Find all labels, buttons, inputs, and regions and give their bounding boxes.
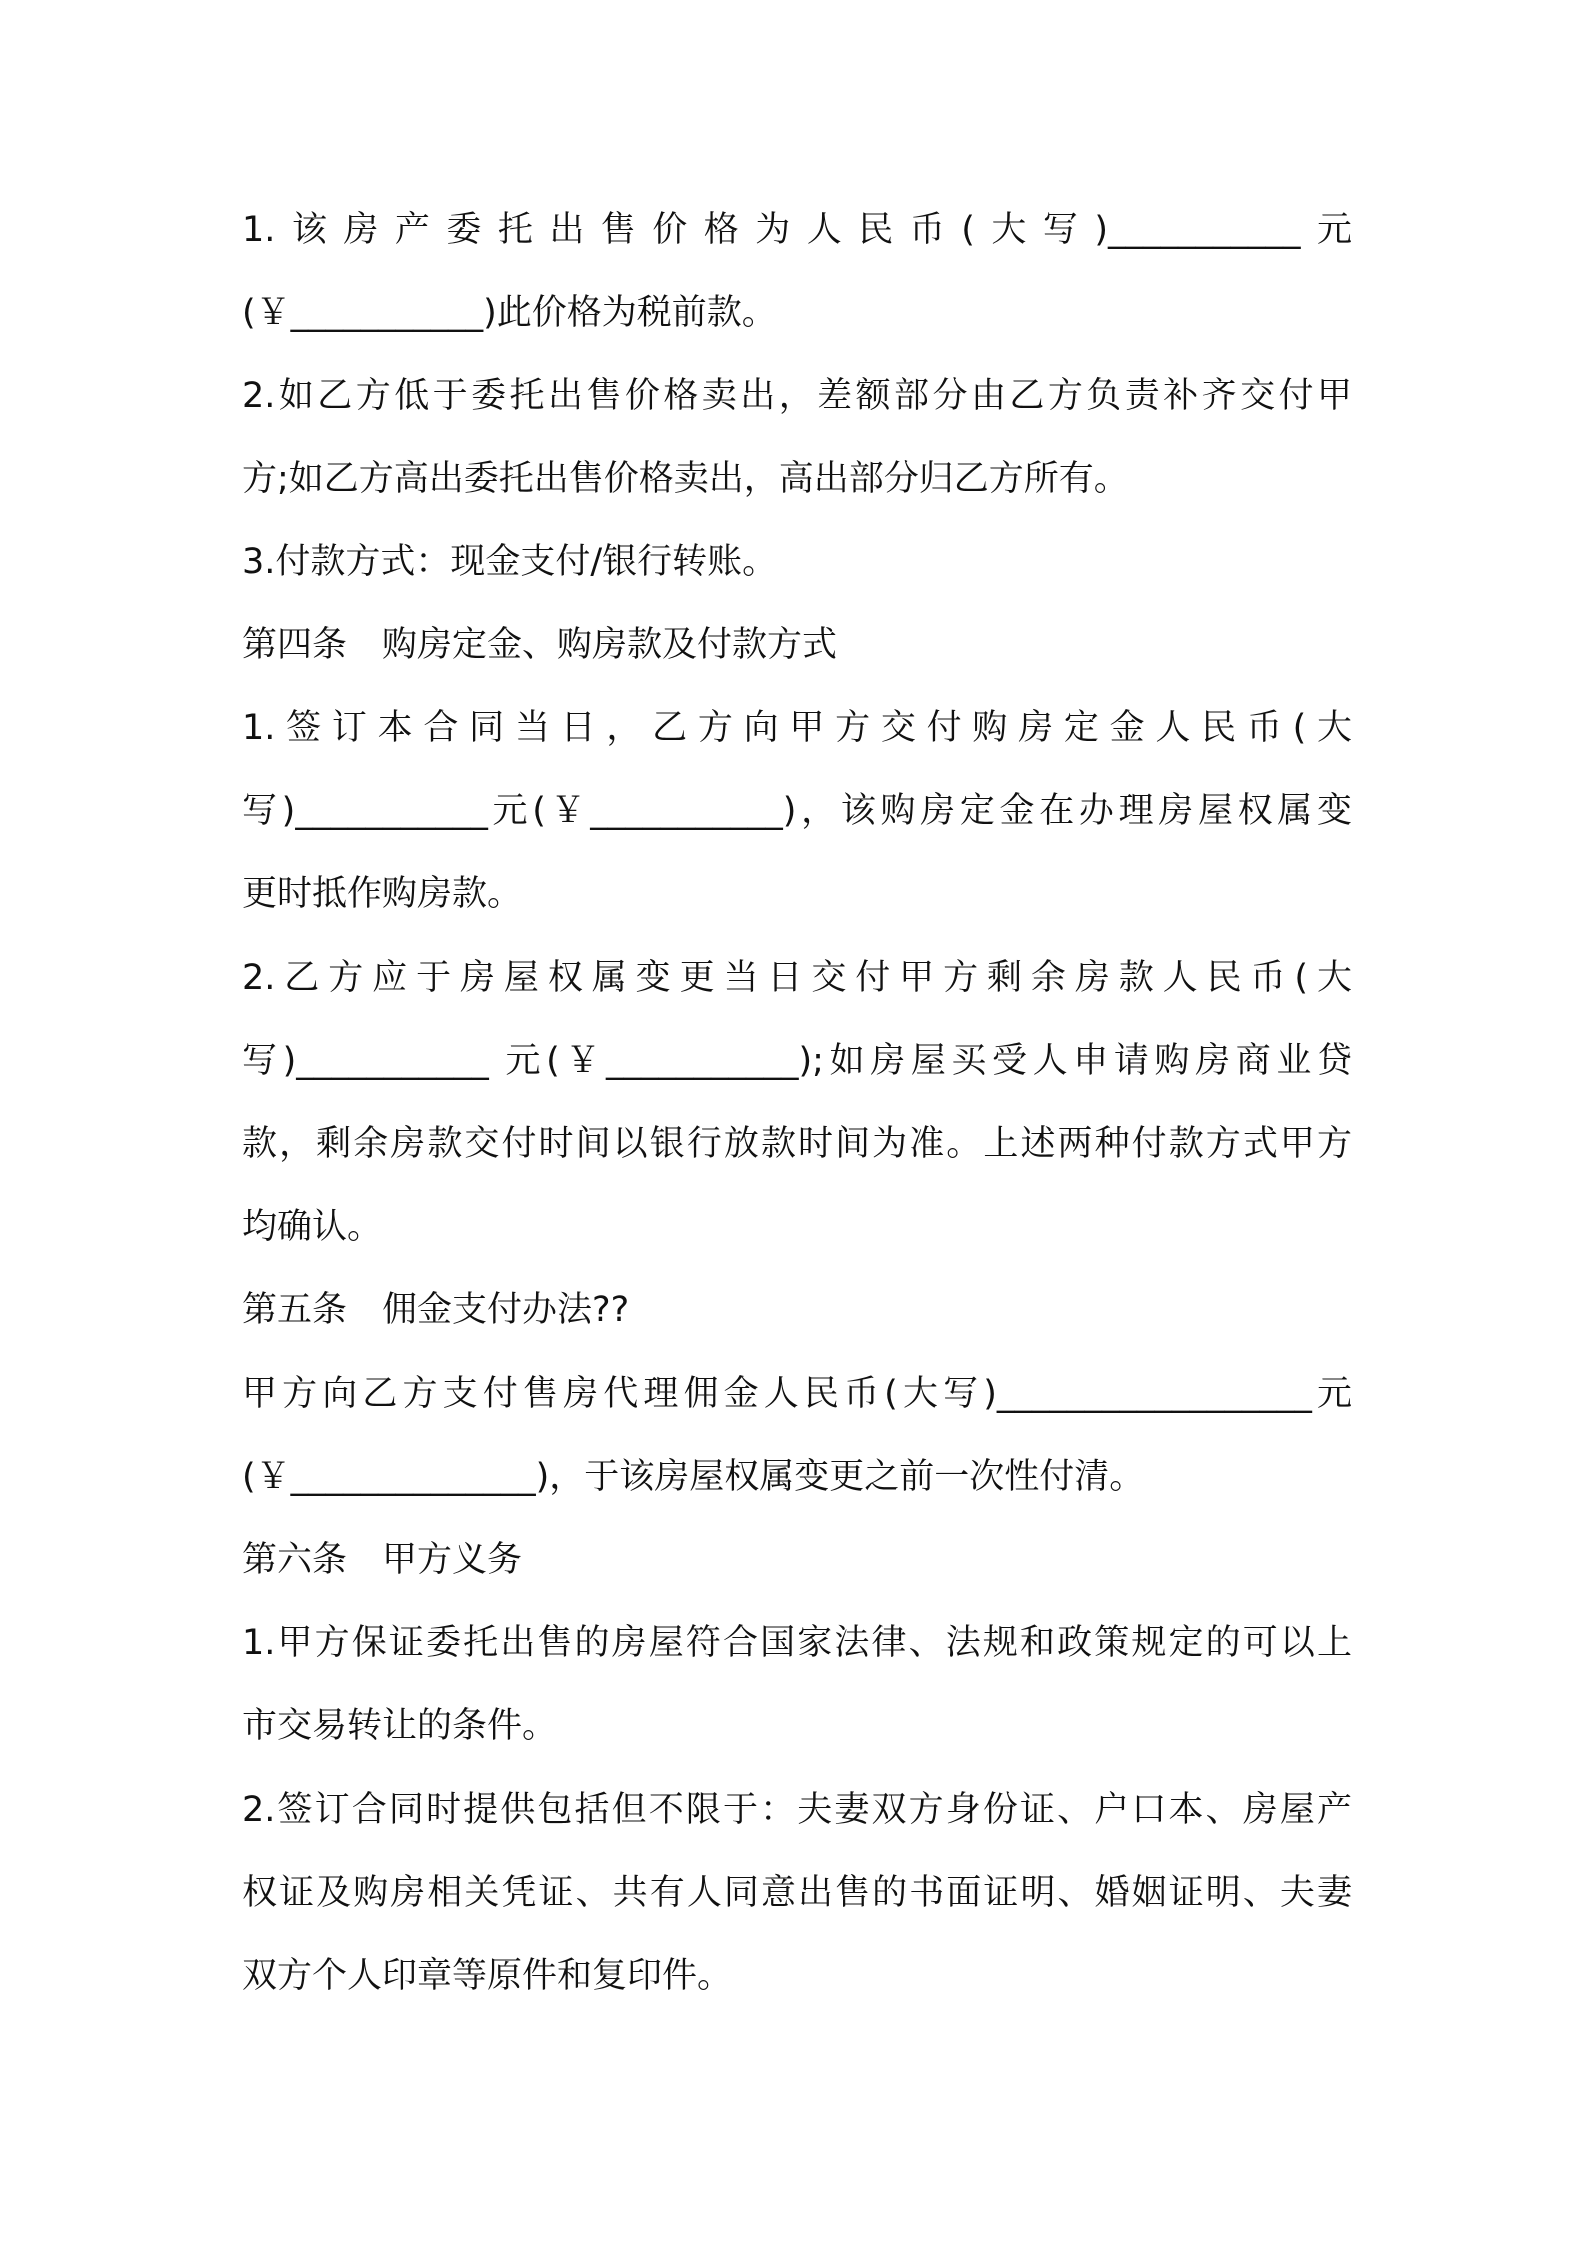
text-line: 款，剩余房款交付时间以银行放款时间为准。上述两种付款方式甲方 <box>242 1124 1352 1164</box>
text-line: 1.该房产委托出售价格为人民币(大写)___________元 <box>242 210 1352 250</box>
text-line: 均确认。 <box>242 1207 383 1247</box>
section-heading: 第四条 购房定金、购房款及付款方式 <box>242 625 838 665</box>
text-line: (￥______________)，于该房屋权属变更之前一次性付清。 <box>242 1457 1145 1497</box>
text-line: 2.签订合同时提供包括但不限于：夫妻双方身份证、户口本、房屋产 <box>242 1790 1352 1830</box>
text-line: 权证及购房相关凭证、共有人同意出售的书面证明、婚姻证明、夫妻 <box>242 1873 1352 1913</box>
text-line: 1.甲方保证委托出售的房屋符合国家法律、法规和政策规定的可以上 <box>242 1623 1352 1663</box>
text-line: 2.乙方应于房屋权属变更当日交付甲方剩余房款人民币(大 <box>242 958 1352 998</box>
text-line: (￥___________)此价格为税前款。 <box>242 293 777 333</box>
text-line: 方;如乙方高出委托出售价格卖出，高出部分归乙方所有。 <box>242 459 1129 499</box>
text-line: 写)___________元(￥___________)，该购房定金在办理房屋权属变 <box>242 791 1352 831</box>
text-line: 2.如乙方低于委托出售价格卖出，差额部分由乙方负责补齐交付甲 <box>242 376 1352 416</box>
text-line: 更时抵作购房款。 <box>242 874 523 914</box>
text-line: 甲方向乙方支付售房代理佣金人民币(大写)__________________元 <box>242 1374 1352 1414</box>
text-line: 3.付款方式：现金支付/银行转账。 <box>242 542 778 582</box>
text-line: 双方个人印章等原件和复印件。 <box>242 1956 733 1996</box>
section-heading: 第六条 甲方义务 <box>242 1540 523 1580</box>
text-line: 写)___________ 元(￥___________);如房屋买受人申请购房商业贷 <box>242 1041 1352 1081</box>
text-line: 市交易转让的条件。 <box>242 1706 558 1746</box>
text-line: 1.签订本合同当日，乙方向甲方交付购房定金人民币(大 <box>242 708 1352 748</box>
section-heading: 第五条 佣金支付办法?? <box>242 1290 630 1330</box>
